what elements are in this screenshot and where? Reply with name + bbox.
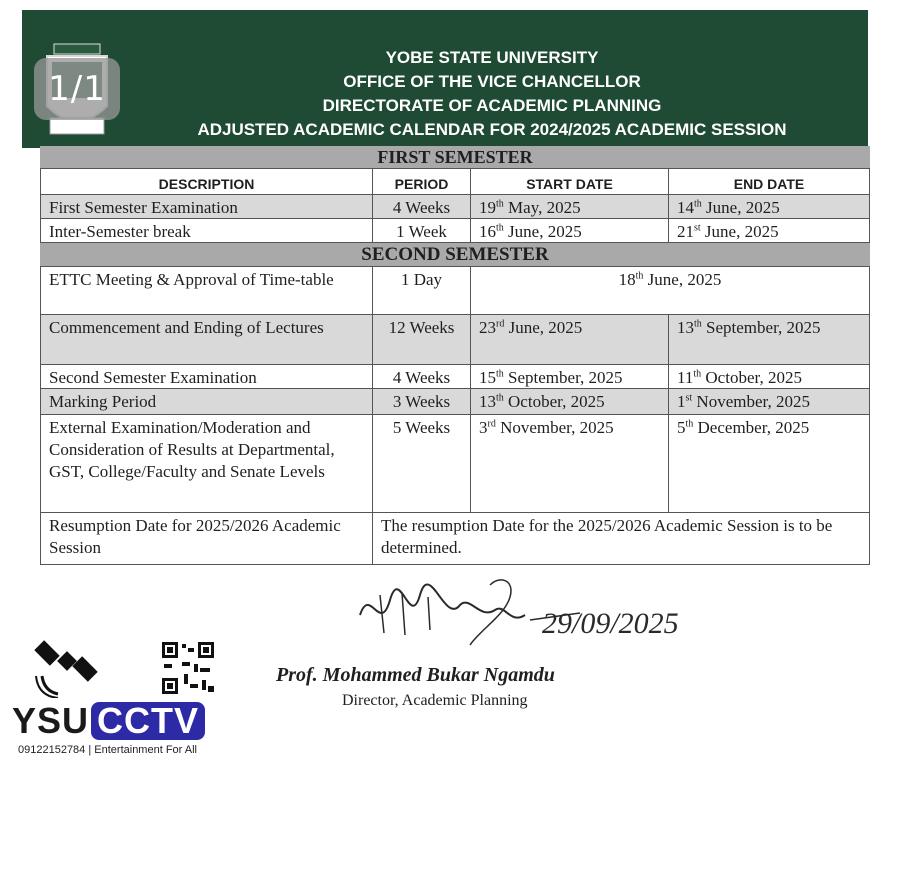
first-semester-title: FIRST SEMESTER (40, 146, 870, 168)
row-period: 4 Weeks (372, 365, 470, 389)
row-description: Marking Period (40, 389, 372, 415)
directorate-name: DIRECTORATE OF ACADEMIC PLANNING (322, 96, 662, 115)
svg-text:29/09/2025: 29/09/2025 (542, 607, 679, 640)
signatory-name: Prof. Mohammed Bukar Ngamdu (276, 664, 555, 686)
row-end-date: 21st June, 2025 (668, 219, 870, 243)
table-bottom-border (40, 564, 870, 565)
row-description: Inter-Semester break (40, 219, 372, 243)
row-description: Resumption Date for 2025/2026 Academic Session (40, 513, 372, 565)
office-name: OFFICE OF THE VICE CHANCELLOR (343, 72, 641, 91)
row-description: Commencement and Ending of Lectures (40, 315, 372, 365)
table-row (40, 194, 870, 219)
row-period: 12 Weeks (372, 315, 470, 365)
satellite-icon (34, 636, 100, 698)
brand-ysu: YSU (12, 700, 90, 741)
table-row (40, 512, 870, 565)
column-header-description: DESCRIPTION (40, 169, 372, 195)
row-description: External Examination/Moderation and Consideration of Results at Departmental, GST, College/Faculty and Senate Levels (40, 415, 372, 513)
handwritten-signature (350, 575, 740, 655)
column-header-start-date: START DATE (470, 169, 668, 195)
row-end-date: 1st November, 2025 (668, 389, 870, 415)
row-end-date: 14th June, 2025 (668, 195, 870, 219)
row-period: 4 Weeks (372, 195, 470, 219)
row-start-date: 3rd November, 2025 (470, 415, 668, 513)
table-row (40, 388, 870, 415)
row-end-date: 11th October, 2025 (668, 365, 870, 389)
table-row (40, 364, 870, 389)
document-header (22, 10, 868, 148)
row-start-date: 13th October, 2025 (470, 389, 668, 415)
row-start-date: 15th September, 2025 (470, 365, 668, 389)
column-header-end-date: END DATE (668, 169, 870, 195)
table-row (40, 218, 870, 243)
brand-cctv: CCTV (91, 702, 205, 740)
row-period: 5 Weeks (372, 415, 470, 513)
row-start-date: 19th May, 2025 (470, 195, 668, 219)
row-period: 3 Weeks (372, 389, 470, 415)
row-end-date: 5th December, 2025 (668, 415, 870, 513)
document-title: ADJUSTED ACADEMIC CALENDAR FOR 2024/2025 ACADEMIC SESSION (197, 120, 787, 139)
table-row (40, 266, 870, 315)
watermark-phone: 09122152784 (18, 744, 86, 756)
ysu-cctv-logo (12, 700, 205, 742)
column-header-period: PERIOD (372, 169, 470, 195)
row-period: 1 Week (372, 219, 470, 243)
row-period: 1 Day (372, 267, 470, 315)
second-semester-title: SECOND SEMESTER (40, 242, 870, 267)
row-description: First Semester Examination (40, 195, 372, 219)
page-count-badge: 1/1 (34, 58, 120, 120)
row-start-date: 16th June, 2025 (470, 219, 668, 243)
table-row (40, 414, 870, 513)
row-start-date: 23rd June, 2025 (470, 315, 668, 365)
row-note: The resumption Date for the 2025/2026 Academic Session is to be determined. (372, 513, 870, 565)
table-header-row (40, 168, 870, 195)
row-description: ETTC Meeting & Approval of Time-table (40, 267, 372, 315)
watermark-slogan: Entertainment For All (94, 744, 197, 756)
row-date: 18th June, 2025 (470, 267, 870, 315)
calendar-table (40, 168, 870, 564)
signatory-title: Director, Academic Planning (342, 692, 528, 709)
watermark-tagline: 09122152784 | Entertainment For All (18, 744, 197, 756)
qr-code-icon (160, 640, 216, 696)
row-end-date: 13th September, 2025 (668, 315, 870, 365)
header-text (142, 46, 842, 142)
table-row (40, 314, 870, 365)
university-name: YOBE STATE UNIVERSITY (385, 48, 599, 67)
row-description: Second Semester Examination (40, 365, 372, 389)
